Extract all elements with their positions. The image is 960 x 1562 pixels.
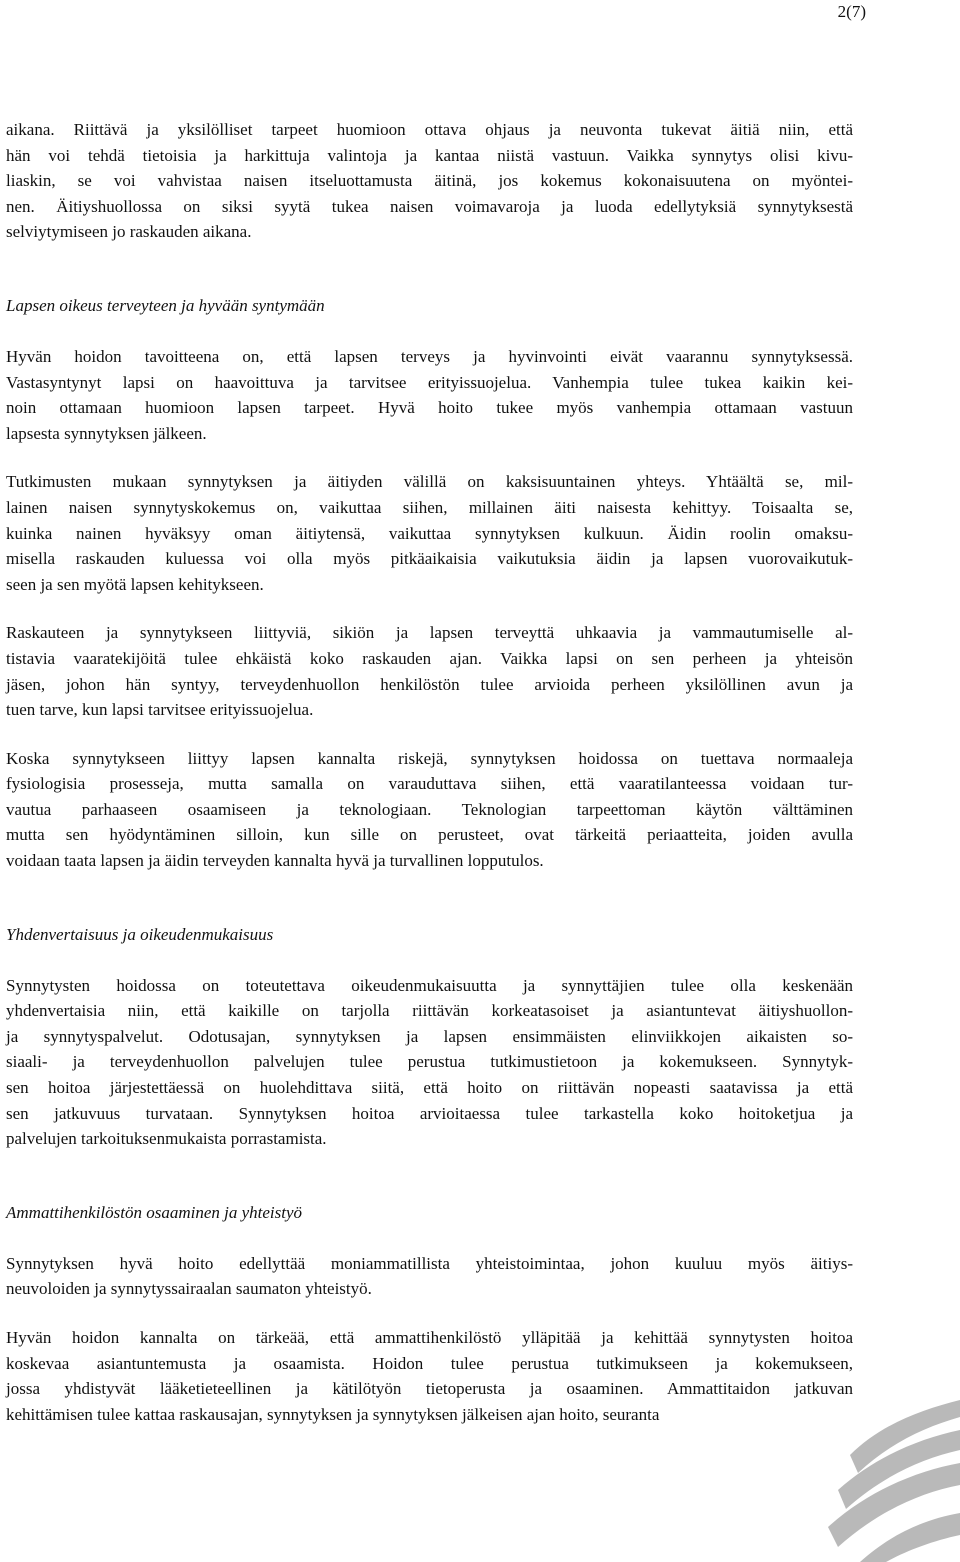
text-line: lapsesta synnytyksen jälkeen. (6, 423, 207, 443)
text-line: Vastasyntynyt lapsi on haavoittuva ja tarvitsee erityissuojelua. Vanhempia tulee tukea kaikin kei- (6, 372, 853, 392)
document-body (6, 117, 853, 1427)
paragraph-cooperation (6, 1251, 853, 1302)
paragraph-equality (6, 973, 853, 1152)
text-line: fysiologisia prosesseja, mutta samalla on varauduttava siihen, että vaaratilanteessa voidaan tur- (6, 774, 853, 794)
text-line: aikana. Riittävä ja yksilölliset tarpeet huomioon ottava ohjaus ja neuvonta tukevat äitiä niin, että (6, 120, 853, 139)
paragraph-good-care-goal (6, 344, 853, 446)
paragraph-physiology (6, 746, 853, 874)
paragraph-research (6, 469, 853, 597)
text-line: Synnytyksen hyvä hoito edellyttää moniammatillista yhteistoimintaa, johon kuuluu myös äitiys- (6, 1253, 853, 1273)
text-line: neuvoloiden ja synnytyssairaalan saumaton yhteistyö. (6, 1279, 372, 1299)
text-line: voidaan taata lapsen ja äidin terveyden kannalta hyvä ja turvallinen lopputulos. (6, 851, 544, 871)
text-line: selviytymiseen jo raskauden aikana. (6, 222, 252, 242)
text-line: koskevaa asiantuntemusta ja osaamista. Hoidon tulee perustua tutkimukseen ja kokemukseen, (6, 1353, 853, 1373)
paragraph-risk-factors (6, 620, 853, 722)
text-line: tistavia vaaratekijöitä tulee ehkäistä koko raskauden ajan. Vaikka lapsi on sen perheen ja yhteisön (6, 648, 853, 668)
text-line: mutta sen hyödyntäminen silloin, kun sille on perusteet, ovat tärkeitä periaatteita, joiden avulla (6, 825, 853, 845)
text-line: yhdenvertaisia niin, että kaikille on tarjolla riittävän korkeatasoiset ja asiantuntevat äitiyshuollon- (6, 1001, 853, 1021)
section-heading-professional-skills: Ammattihenkilöstön osaaminen ja yhteistyö (6, 1202, 303, 1222)
text-line: Tutkimusten mukaan synnytyksen ja äitiyden välillä on kaksisuuntainen yhteys. Yhtäältä se, mil- (6, 472, 853, 492)
text-line: jossa yhdistyvät lääketieteellinen ja kätilötyön tietoperusta ja osaaminen. Ammattitaidon jatkuvan (6, 1379, 853, 1399)
section-heading-equality: Yhdenvertaisuus ja oikeudenmukaisuus (6, 924, 274, 944)
text-line: tuen tarve, kun lapsi tarvitsee erityissuojelua. (6, 700, 314, 720)
text-line: Raskauteen ja synnytykseen liittyviä, sikiön ja lapsen terveyttä uhkaavia ja vammautumiselle al- (6, 623, 853, 643)
text-line: Koska synnytykseen liittyy lapsen kannalta riskejä, synnytyksen hoidossa on tuettava normaaleja (6, 748, 853, 768)
text-line: noin ottamaan huomioon lapsen tarpeet. Hyvä hoito tukee myös vanhempia ottamaan vastuun (6, 398, 853, 418)
wave-stripe-4 (860, 1513, 960, 1562)
text-line: seen ja sen myötä lapsen kehitykseen. (6, 574, 264, 594)
page-number: 2(7) (837, 2, 866, 21)
text-line: Synnytysten hoidossa on toteutettava oikeudenmukaisuutta ja synnyttäjien tulee olla keskenään (6, 975, 853, 995)
text-line: kuinka nainen hyväksyy oman äitiytensä, vaikuttaa synnytyksen kulkuun. Äidin roolin omaksu- (6, 523, 853, 543)
paragraph-expertise (6, 1325, 853, 1427)
text-line: palvelujen tarkoituksenmukaista porrastamista. (6, 1129, 327, 1149)
text-line: sen jatkuvuus turvataan. Synnytyksen hoitoa arvioitaessa tulee tarkastella koko hoitoketjua ja (6, 1103, 853, 1123)
section-heading-child-rights: Lapsen oikeus terveyteen ja hyvään syntymään (6, 295, 325, 315)
text-line: Hyvän hoidon tavoitteena on, että lapsen terveys ja hyvinvointi eivät vaarannu synnytyksessä. (6, 346, 853, 366)
text-line: nen. Äitiyshuollossa on siksi syytä tukea naisen voimavaroja ja luoda edellytyksiä synnytyksestä (6, 196, 853, 216)
text-line: ja synnytyspalvelut. Odotusajan, synnytyksen ja lapsen ensimmäisten elinviikkojen aikaisten so- (6, 1026, 853, 1046)
wave-logo-watermark (820, 1395, 960, 1562)
text-line: kehittämisen tulee kattaa raskausajan, synnytyksen ja synnytyksen jälkeisen ajan hoito, seuranta (6, 1404, 660, 1424)
text-line: hän voi tehdä tietoisia ja harkittuja valintoja ja kantaa niistä vastuun. Vaikka synnytys olisi kivu- (6, 145, 853, 165)
text-line: siaali- ja terveydenhuollon palvelujen tulee perustua tutkimustietoon ja kokemukseen. Synnytyk- (6, 1052, 853, 1072)
text-line: jäsen, johon hän syntyy, terveydenhuollon henkilöstön tulee arvioida perheen yksilöllinen avun ja (6, 674, 853, 694)
text-line: lainen naisen synnytyskokemus on, vaikuttaa siihen, millainen äiti naisesta kehittyy. Toisaalta se, (6, 497, 853, 517)
text-line: sen hoitoa järjestettäessä on huolehdittava siitä, että hoito on riittävän nopeasti saatavissa ja että (6, 1078, 853, 1098)
text-line: Hyvän hoidon kannalta on tärkeää, että ammattihenkilöstö ylläpitää ja kehittää synnytysten hoitoa (6, 1328, 853, 1347)
text-line: misella raskauden kuluessa voi olla myös pitkäaikaisia vaikutuksia äidin ja lapsen vuorovaikutuk- (6, 549, 853, 569)
text-line: liaskin, se voi vahvistaa naisen itseluottamusta äitinä, jos kokemus kokonaisuutena on myöntei- (6, 171, 853, 191)
text-line: vautua parhaaseen osaamiseen ja teknologiaan. Teknologian tarpeettoman käytön välttäminen (6, 799, 853, 819)
paragraph-intro (6, 117, 853, 245)
